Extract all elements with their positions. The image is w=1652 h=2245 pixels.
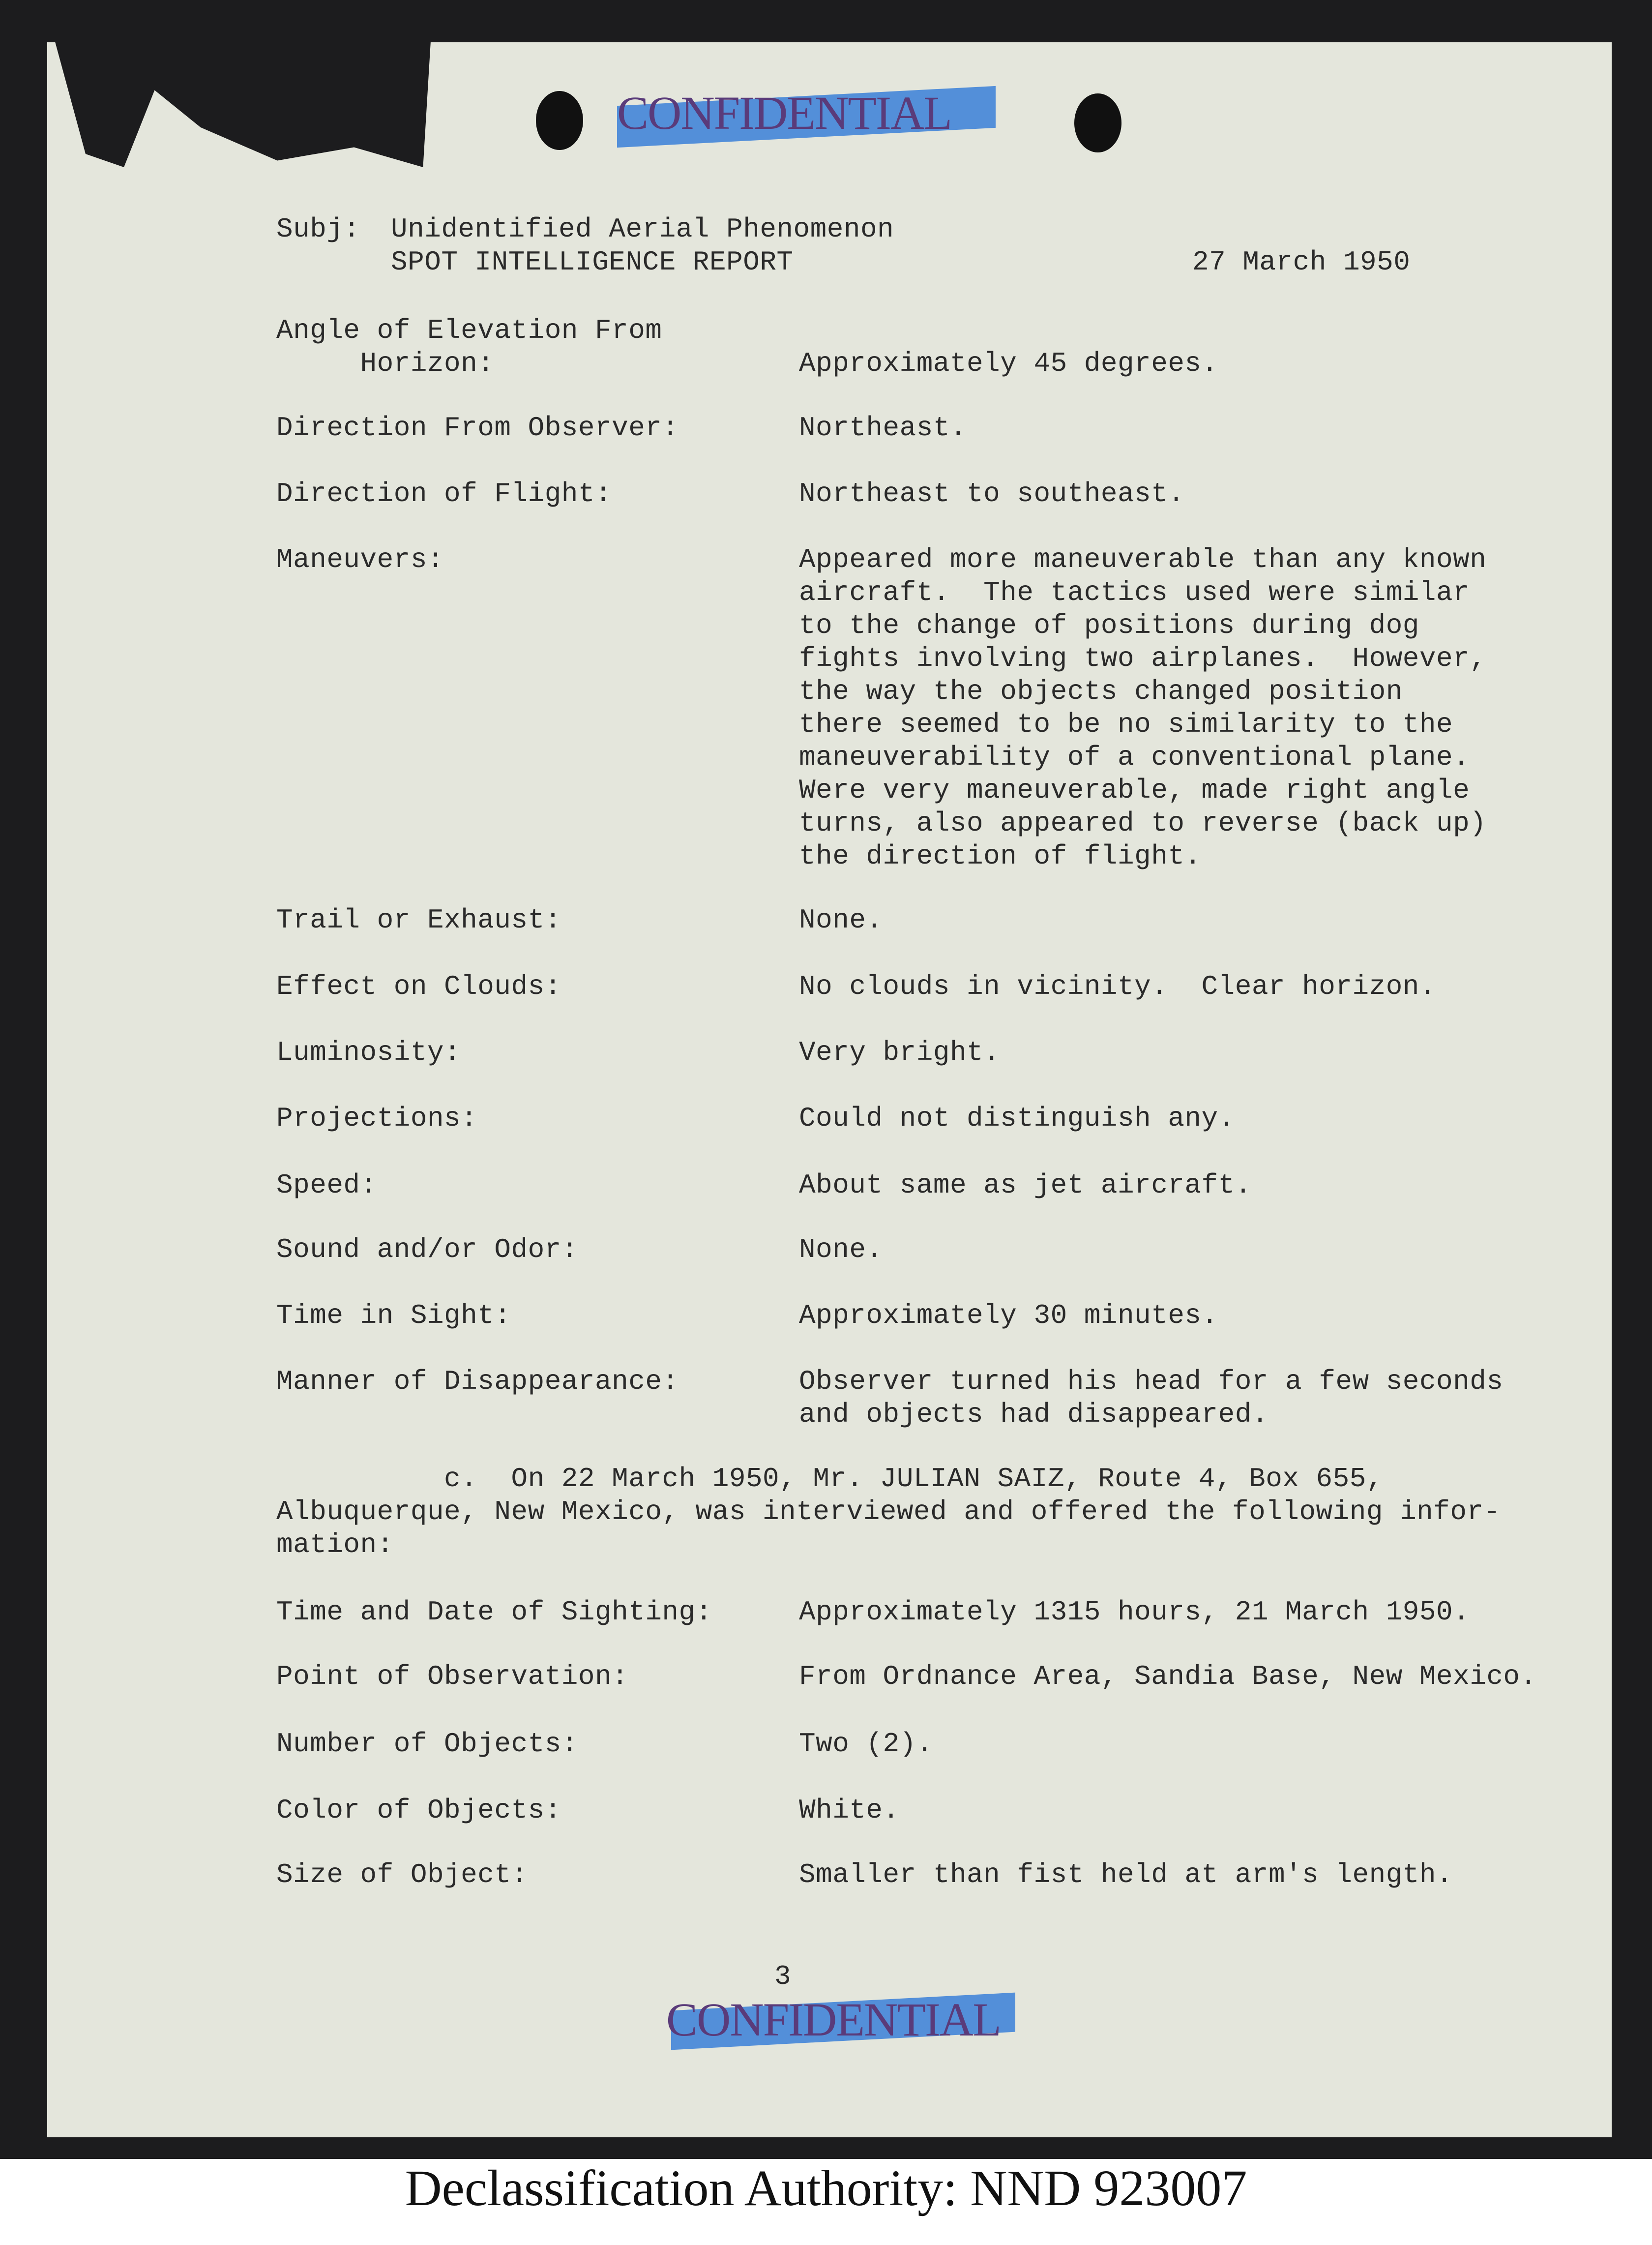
field-value: About same as jet aircraft.: [799, 1169, 1252, 1201]
field-label: Projections:: [276, 1103, 478, 1134]
field-label: Color of Objects:: [276, 1795, 561, 1826]
field-value: Observer turned his head for a few seconds and objects had disappeared.: [799, 1366, 1504, 1430]
field-value: Northeast.: [799, 412, 967, 444]
field-label: Speed:: [276, 1169, 377, 1201]
field-label: Direction From Observer:: [276, 412, 679, 444]
field-label: Point of Observation:: [276, 1661, 629, 1692]
page-number: 3: [774, 1961, 792, 1992]
field-value: Appeared more maneuverable than any known aircraft. The tactics used were similar to the change of positions during dog fights involving two airplanes. However, the way the objects changed position there seemed to be no similarity to the maneuverability of a conventional plane. Were very maneuverable, made right angle turns, also appeared to reverse (back up) the direction of flight.: [799, 544, 1487, 872]
field-value: None.: [799, 1234, 883, 1265]
field-label: Direction of Flight:: [276, 478, 612, 509]
confidential-stamp-bottom: [666, 1993, 1001, 2046]
field-label: Maneuvers:: [276, 544, 444, 575]
field-label: Trail or Exhaust:: [276, 904, 561, 936]
field-value: Approximately 45 degrees.: [799, 348, 1218, 379]
field-label: Time in Sight:: [276, 1300, 511, 1331]
declassification-footer: Declassification Authority: NND 923007: [0, 2159, 1652, 2245]
field-value: Northeast to southeast.: [799, 478, 1185, 509]
field-value: Smaller than fist held at arm's length.: [799, 1859, 1453, 1890]
punch-hole: [1074, 93, 1121, 152]
field-value: Approximately 1315 hours, 21 March 1950.: [799, 1596, 1470, 1628]
paragraph-c: c. On 22 March 1950, Mr. JULIAN SAIZ, Route 4, Box 655, Albuquerque, New Mexico, was interviewed and offered the following infor- mation:: [276, 1463, 1501, 1560]
field-value: Very bright.: [799, 1037, 1001, 1068]
field-label: Manner of Disappearance:: [276, 1366, 679, 1397]
subj-label: Subj:: [276, 213, 360, 245]
field-label: Time and Date of Sighting:: [276, 1596, 712, 1628]
field-value: None.: [799, 904, 883, 936]
subject-line: Unidentified Aerial Phenomenon: [391, 213, 894, 245]
confidential-stamp-top: [617, 87, 951, 139]
field-label: Number of Objects:: [276, 1728, 578, 1760]
report-date: 27 March 1950: [1192, 246, 1411, 278]
field-value: No clouds in vicinity. Clear horizon.: [799, 971, 1437, 1002]
field-label: Effect on Clouds:: [276, 971, 561, 1002]
field-label: Luminosity:: [276, 1037, 461, 1068]
stamp-text: CONFIDENTIAL: [666, 1993, 1001, 2046]
field-value: Approximately 30 minutes.: [799, 1300, 1218, 1331]
field-value: White.: [799, 1795, 900, 1826]
field-value: Two (2).: [799, 1728, 933, 1760]
stamp-text: CONFIDENTIAL: [617, 87, 951, 139]
report-type: SPOT INTELLIGENCE REPORT: [391, 246, 794, 278]
punch-hole: [536, 91, 583, 150]
field-value: From Ordnance Area, Sandia Base, New Mexico.: [799, 1661, 1537, 1692]
field-label: Sound and/or Odor:: [276, 1234, 578, 1265]
field-value: Could not distinguish any.: [799, 1103, 1235, 1134]
field-label: Angle of Elevation From Horizon:: [276, 315, 662, 379]
field-label: Size of Object:: [276, 1859, 528, 1890]
